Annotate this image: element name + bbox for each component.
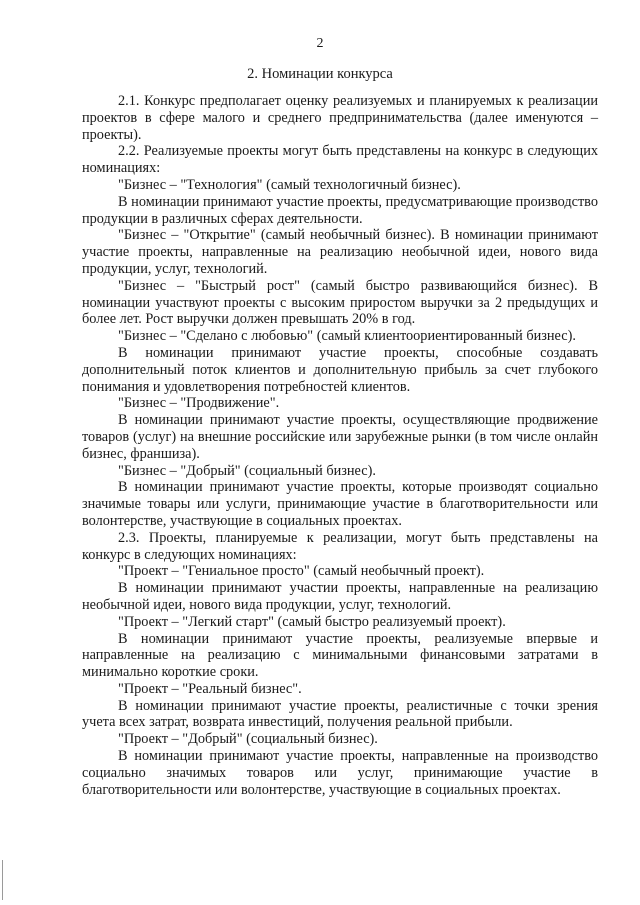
nomination-description: В номинации принимают участие проекты, предусматривающие производство продукции в различных сферах деятельности. xyxy=(82,193,598,227)
page-number: 2 xyxy=(316,36,324,51)
nomination-business-discovery: "Бизнес – "Открытие" (самый необычный бизнес). В номинации принимают участие проекты, направленные на реализацию необычной идеи, нового вида продукции, услуг, технологий. xyxy=(82,227,598,277)
paragraph-2-1: 2.1. Конкурс предполагает оценку реализуемых и планируемых к реализации проектов в сфере малого и среднего предпринимательства (далее именуются – проекты). xyxy=(82,93,598,143)
nomination-description: В номинации принимают участие проекты, осуществляющие продвижение товаров (услуг) на внешние российские или зарубежные рынки (в том числе онлайн бизнес, франшиза). xyxy=(82,412,598,462)
nomination-description: В номинации принимают участие проекты, способные создавать дополнительный поток клиентов и дополнительную прибыль за счет глубокого понимания и удовлетворения потребностей клиентов. xyxy=(82,344,598,395)
document-body xyxy=(82,93,598,798)
nomination-project-easy-start: "Проект – "Легкий старт" (самый быстро реализуемый проект). xyxy=(118,613,506,630)
nomination-description: В номинации принимают участие проекты, которые производят социально значимые товары или услуги, принимающие участие в благотворительности или волонтерстве, участвующие в социальных проектах. xyxy=(82,479,598,529)
nomination-business-technology: "Бизнес – "Технология" (самый технологичный бизнес). xyxy=(118,176,461,193)
nomination-project-genius-simple: "Проект – "Гениальное просто" (самый необычный проект). xyxy=(118,563,485,580)
nomination-description: В номинации принимают участии проекты, направленные на реализацию необычной идеи, нового вида продукции, услуг, технологий. xyxy=(82,580,598,613)
nomination-business-kind: "Бизнес – "Добрый" (социальный бизнес). xyxy=(118,462,376,479)
paragraph-2-2: 2.2. Реализуемые проекты могут быть представлены на конкурс в следующих номинациях: xyxy=(82,143,598,177)
nomination-description: В номинации принимают участие проекты, реалистичные с точки зрения учета всех затрат, возврата инвестиций, получения реальной прибыли. xyxy=(82,697,598,731)
scan-edge-mark xyxy=(2,860,3,900)
nomination-business-made-with-love: "Бизнес – "Сделано с любовью" (самый клиентоориентированный бизнес). xyxy=(118,328,576,345)
nomination-project-real-business: "Проект – "Реальный бизнес". xyxy=(118,680,302,697)
nomination-description: В номинации принимают участие проекты, направленные на производство социально значимых товаров или услуг, принимающие участие в благотворительности или волонтерстве, участвующие в социальных проектах. xyxy=(82,748,598,798)
nomination-business-promotion: "Бизнес – "Продвижение". xyxy=(118,395,280,412)
paragraph-2-3: 2.3. Проекты, планируемые к реализации, могут быть представлены на конкурс в следующих номинациях: xyxy=(82,529,598,563)
nomination-project-kind: "Проект – "Добрый" (социальный бизнес). xyxy=(118,731,378,748)
nomination-business-fast-growth: "Бизнес – "Быстрый рост" (самый быстро развивающийся бизнес). В номинации участвуют проекты с высоким приростом выручки за 2 предыдущих и более лет. Рост выручки должен превышать 20% в год. xyxy=(82,277,598,328)
section-title: 2. Номинации конкурса xyxy=(247,66,393,82)
nomination-description: В номинации принимают участие проекты, реализуемые впервые и направленные на реализацию с минимальными финансовыми затратами в минимально короткие сроки. xyxy=(82,630,598,681)
